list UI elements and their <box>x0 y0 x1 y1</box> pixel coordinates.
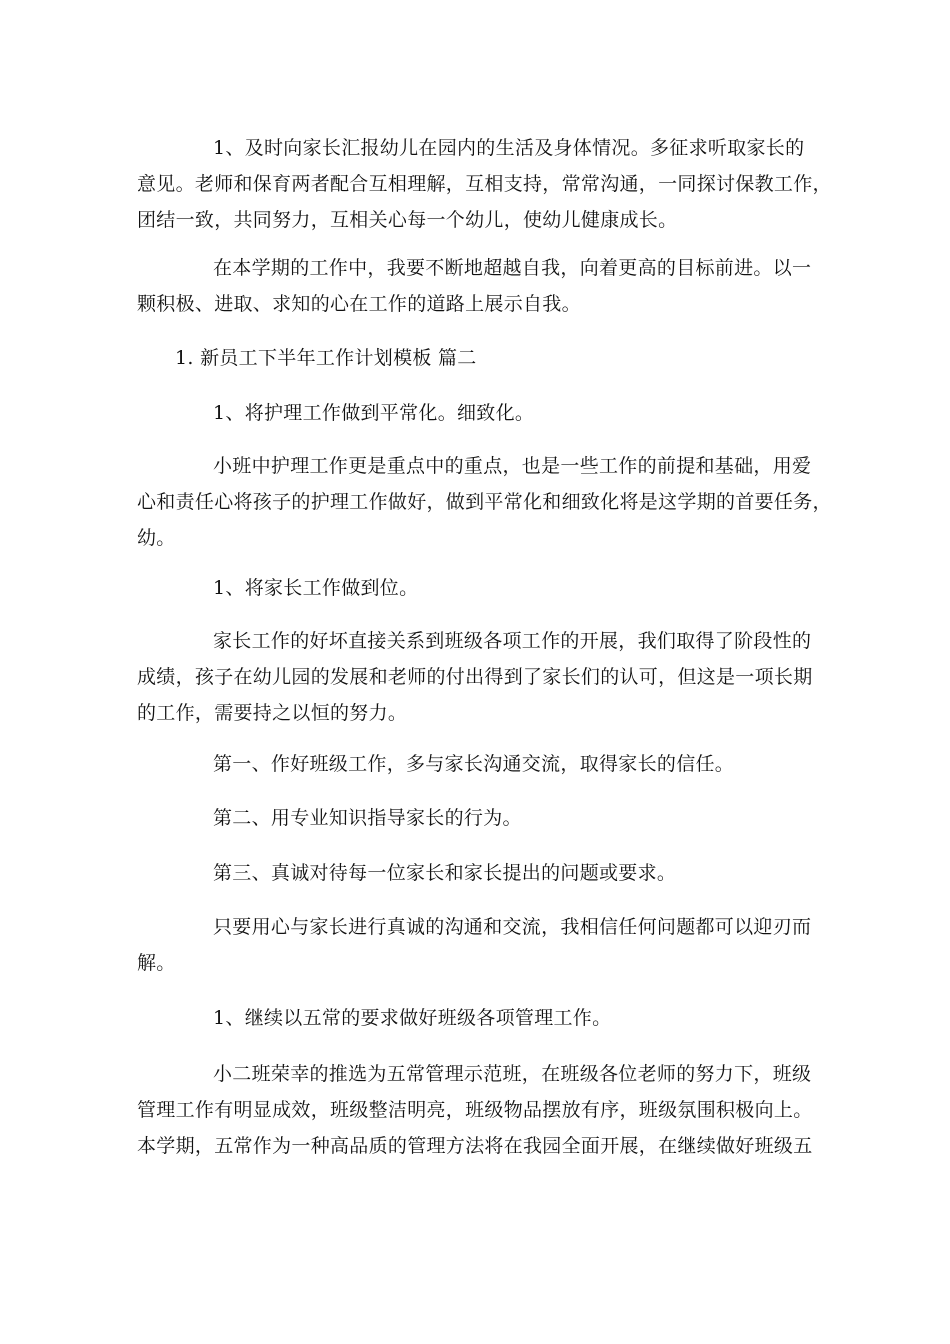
paragraph-five-norms-body <box>137 1056 817 1164</box>
text-line: 家长工作的好坏直接关系到班级各项工作的开展，我们取得了阶段性的 <box>213 630 812 652</box>
text-line: 1、将家长工作做到位。 <box>213 577 419 599</box>
text-line: 解。 <box>137 952 176 974</box>
text-line: 意见。老师和保育两者配合互相理解，互相支持，常常沟通，一同探讨保教工作， <box>137 173 832 195</box>
text-line: 心和责任心将孩子的护理工作做好，做到平常化和细致化将是这学期的首要任务， <box>137 491 832 513</box>
text-line: 第二、用专业知识指导家长的行为。 <box>213 807 522 829</box>
paragraph-parent-work-title <box>137 570 817 606</box>
text-line: 管理工作有明显成效，班级整洁明亮，班级物品摆放有序，班级氛围积极向上。 <box>137 1099 813 1121</box>
paragraph-second <box>137 800 817 836</box>
text-line: 第三、真诚对待每一位家长和家长提出的问题或要求。 <box>213 862 677 884</box>
section-heading <box>175 340 477 376</box>
text-line: 只要用心与家长进行真诚的沟通和交流，我相信任何问题都可以迎刃而 <box>213 916 812 938</box>
text-line: 团结一致，共同努力，互相关心每一个幼儿，使幼儿健康成长。 <box>137 209 678 231</box>
paragraph-parent-work-body <box>137 623 817 731</box>
text-line: 小班中护理工作更是重点中的重点，也是一些工作的前提和基础，用爱 <box>213 455 812 477</box>
paragraph-communication <box>137 909 817 981</box>
paragraph-first <box>137 746 817 782</box>
text-line: 颗积极、进取、求知的心在工作的道路上展示自我。 <box>137 293 581 315</box>
paragraph-third <box>137 855 817 891</box>
paragraph-care-title <box>137 395 817 431</box>
paragraph-care-body <box>137 448 832 556</box>
text-line: 成绩，孩子在幼儿园的发展和老师的付出得到了家长们的认可，但这是一项长期 <box>137 666 813 688</box>
paragraph-semester-goal <box>137 250 817 322</box>
heading-text: 1. 新员工下半年工作计划模板 篇二 <box>175 347 477 369</box>
text-line: 小二班荣幸的推选为五常管理示范班，在班级各位老师的努力下，班级 <box>213 1063 812 1085</box>
text-line: 幼。 <box>137 527 176 549</box>
text-line: 1、及时向家长汇报幼儿在园内的生活及身体情况。多征求听取家长的 <box>213 137 805 159</box>
text-line: 1、将护理工作做到平常化。细致化。 <box>213 402 535 424</box>
text-line: 第一、作好班级工作，多与家长沟通交流，取得家长的信任。 <box>213 753 735 775</box>
text-line: 1、继续以五常的要求做好班级各项管理工作。 <box>213 1007 612 1029</box>
paragraph-five-norms-title <box>137 1000 817 1036</box>
text-line: 在本学期的工作中，我要不断地超越自我，向着更高的目标前进。以一 <box>213 257 812 279</box>
text-line: 本学期，五常作为一种高品质的管理方法将在我园全面开展，在继续做好班级五 <box>137 1135 813 1157</box>
text-line: 的工作，需要持之以恒的努力。 <box>137 702 408 724</box>
paragraph-parent-report <box>137 130 832 238</box>
